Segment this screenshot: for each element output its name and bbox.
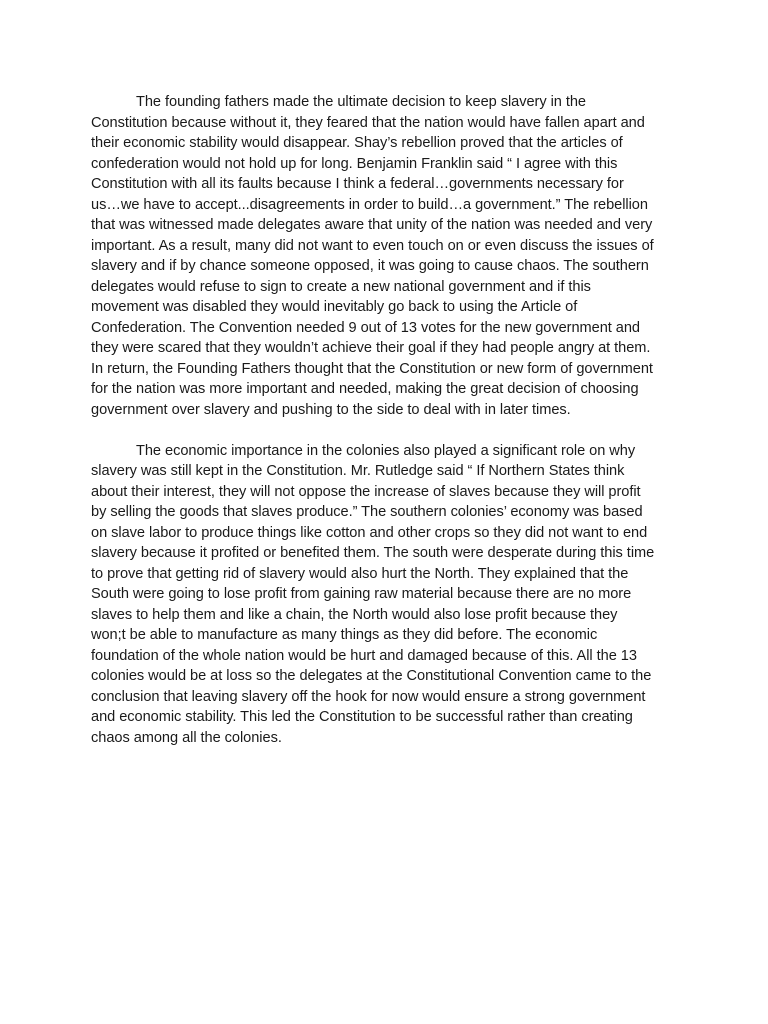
paragraph-line: to prove that getting rid of slavery would also hurt the North. They explained that the xyxy=(91,565,629,582)
paragraph-line: their economic stability would disappear. Shay’s rebellion proved that the articles of xyxy=(91,135,623,151)
paragraph-1 xyxy=(91,92,687,420)
paragraph-2 xyxy=(91,441,687,749)
paragraph-line: about their interest, they will not oppose the increase of slaves because they will profit xyxy=(91,483,641,500)
paragraph-line: Confederation. The Convention needed 9 out of 13 votes for the new government and xyxy=(91,319,641,336)
paragraph-line: Constitution because without it, they feared that the nation would have fallen apart and xyxy=(91,114,645,131)
paragraph-line: and economic stability. This led the Constitution to be successful rather than creating xyxy=(91,709,633,725)
paragraph-line: chaos among all the colonies. xyxy=(91,729,282,746)
document-body xyxy=(91,92,687,748)
paragraph-line: In return, the Founding Fathers thought that the Constitution or new form of government xyxy=(91,360,653,377)
paragraph-line: that was witnessed made delegates aware that unity of the nation was needed and very xyxy=(91,217,653,233)
paragraph-line: South were going to lose profit from gaining raw material because there are no more xyxy=(91,586,632,602)
paragraph-line: on slave labor to produce things like cotton and other crops so they did not want to end xyxy=(91,524,648,541)
paragraph-line: slavery and if by chance someone opposed, it was going to cause chaos. The southern xyxy=(91,258,649,274)
paragraph-line: for the nation was more important and needed, making the great decision of choosing xyxy=(91,381,639,397)
paragraph-line: important. As a result, many did not want to even touch on or even discuss the issues of xyxy=(91,237,654,254)
paragraph-line: colonies would be at loss so the delegates at the Constitutional Convention came to the xyxy=(91,668,652,684)
paragraph-line: won;t be able to manufacture as many things as they did before. The economic xyxy=(91,627,598,643)
paragraph-line: us…we have to accept...disagreements in order to build…a government.” The rebellion xyxy=(91,196,648,213)
paragraph-line: slavery was still kept in the Constitution. Mr. Rutledge said “ If Northern States think xyxy=(91,463,625,479)
paragraph-line: Constitution with all its faults because I think a federal…governments necessary for xyxy=(91,176,624,192)
paragraph-line: delegates would refuse to sign to create a new national government and if this xyxy=(91,278,591,295)
paragraph-line: slavery because it profited or benefited them. The south were desperate during this time xyxy=(91,545,655,561)
paragraph-line: they were scared that they wouldn’t achieve their goal if they had people angry at them. xyxy=(91,340,651,356)
paragraph-line: confederation would not hold up for long. Benjamin Franklin said “ I agree with this xyxy=(91,155,618,172)
paragraph-line: government over slavery and pushing to the side to deal with in later times. xyxy=(91,401,571,418)
paragraph-line: foundation of the whole nation would be hurt and damaged because of this. All the 13 xyxy=(91,647,637,664)
paragraph-line: slaves to help them and like a chain, the North would also lose profit because they xyxy=(91,606,618,623)
paragraph-line: movement was disabled they would inevitably go back to using the Article of xyxy=(91,299,578,315)
paragraph-line: by selling the goods that slaves produce.” The southern colonies’ economy was based xyxy=(91,504,643,520)
paragraph-line: The economic importance in the colonies also played a significant role on why xyxy=(136,442,636,459)
paragraph-line: The founding fathers made the ultimate decision to keep slavery in the xyxy=(136,94,586,110)
paragraph-line: conclusion that leaving slavery off the hook for now would ensure a strong government xyxy=(91,688,646,705)
paragraph-spacer xyxy=(91,420,687,441)
